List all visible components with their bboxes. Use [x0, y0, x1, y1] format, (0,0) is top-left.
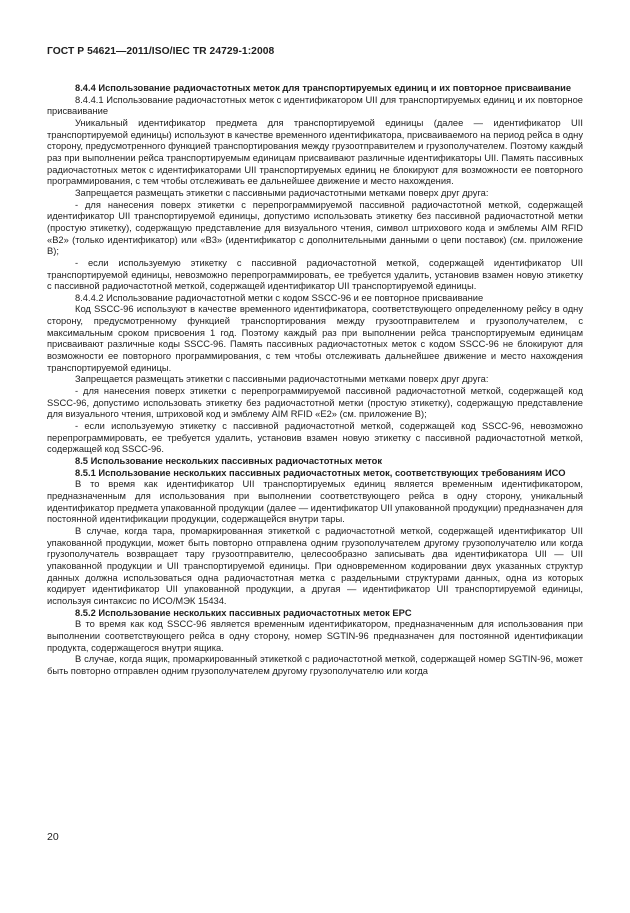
subsection-8-4-4-1-title: 8.4.4.1 Использование радиочастотных меток с идентификатором UII для транспортируемых единиц и их повторное присваивание	[47, 94, 583, 117]
paragraph: Запрещается размещать этикетки с пассивными радиочастотными метками поверх друг друга:	[75, 374, 489, 385]
document-header: ГОСТ Р 54621—2011/ISO/IEC TR 24729-1:2008	[47, 46, 275, 57]
section-heading-8-5: 8.5 Использование нескольких пассивных радиочастотных меток	[75, 456, 382, 466]
list-item: - если используемую этикетку с пассивной радиочастотной меткой, содержащей код SSCC-96, невозможно перепрограммировать, ее требуется удалить, установив взамен новую этикетку с пассивной радиочастотной меткой, содержащей код SSCC-96.	[47, 421, 583, 455]
section-heading-8-5-1: 8.5.1 Использование нескольких пассивных радиочастотных меток, соответствующих требованиям ИСО	[75, 467, 566, 478]
paragraph: Уникальный идентификатор предмета для транспортируемой единицы (далее — идентификатор UII транспортируемой единицы) используют в качестве временного идентификатора, присваиваемого на период рейса в одну сторону, предусмотренного функцией транспортирования между грузоотправителем и грузополучателем. Поэтому каждый раз при выполнении рейса транспортируемым единицам присваивают различные идентификаторы UII. Память пассивных радиочастотных меток с идентификаторами UII транспортируемых единиц не блокируют для возможности ее повторного программирования, с тем чтобы отслеживать ее дальнейшее движение и место нахождения.	[47, 117, 583, 187]
section-heading-8-4-4: 8.4.4 Использование радиочастотных меток для транспортируемых единиц и их повторное присваивание	[75, 83, 572, 93]
paragraph: Код SSCC-96 используют в качестве временного идентификатора, соответствующего определенному рейсу в одну сторону, предусмотренному функцией транспортирования между грузоотправителем и грузополучателем, с максимальным сроком присвоения 1 год. Поэтому каждый раз при выполнении рейса транспортируемым единицам присваивают различные коды SSCC-96. Память пассивных радиочастотных меток с кодом SSCC-96 не блокируют для возможности ее повторного программирования, с тем чтобы отслеживать дальнейшее движение и место нахождения транспортируемой единицы.	[47, 304, 583, 373]
paragraph: В случае, когда тара, промаркированная этикеткой с радиочастотной меткой, содержащей идентификатор UII упакованной продукции, может быть повторно отправлена одним грузополучателем другому грузополучателю или когда грузополучатель возвращает тару грузоотправителю, целесообразно записывать два идентификатора UII — UII упакованной продукции и UII транспортируемой единицы. При одновременном кодировании двух указанных структур данных должна использоваться одна радиочастотная метка с раздельными структурами данных, одна из которых кодирует идентификатор UII упакованной продукции, а другая — идентификатор UII транспортируемой единицы, используя синтаксис по ИСО/МЭК 15434.	[47, 525, 583, 606]
paragraph: В то время как идентификатор UII транспортируемых единиц является временным идентификатором, предназначенным для использования при выполнении соответствующего рейса в одну сторону, уникальный идентификатор предмета упакованной продукции (далее — идентификатор UII упакованной продукции) предназначен для постоянной идентификации продукции, содержащейся внутри тары.	[47, 479, 583, 525]
page-number: 20	[47, 831, 59, 843]
list-item: - для нанесения поверх этикетки с перепрограммируемой пассивной радиочастотной меткой, содержащей идентификатор UII транспортируемой единицы, допустимо использовать этикетку без пассивной радиочастотной метки (простую этикетку), содержащую представление для визуального чтения, символ штрихового кода и эмблемы AIM RFID «B2» (только идентификатор) или «B3» (идентификатор с дополнительными данными о цепи поставок) (см. приложение B);	[47, 199, 583, 257]
paragraph: В случае, когда ящик, промаркированный этикеткой с радиочастотной меткой, содержащей номер SGTIN-96, может быть повторно отправлен одним грузополучателем другому грузополучателю или когда	[47, 654, 583, 676]
subsection-8-4-4-2-title: 8.4.4.2 Использование радиочастотной метки с кодом SSCC-96 и ее повторное присваивание	[75, 292, 484, 303]
paragraph: Запрещается размещать этикетки с пассивными радиочастотными метками поверх друг друга:	[75, 187, 489, 198]
section-heading-8-5-2: 8.5.2 Использование нескольких пассивных радиочастотных меток EPC	[75, 607, 412, 618]
document-body	[47, 83, 583, 677]
paragraph: В то время как код SSCC-96 является временным идентификатором, предназначенным для использования при выполнении соответствующего рейса в одну сторону, номер SGTIN-96 предназначен для постоянной идентификации продукта, содержащегося внутри ящика.	[47, 619, 583, 653]
list-item: - для нанесения поверх этикетки с перепрограммируемой пассивной радиочастотной меткой, содержащей код SSCC-96, допустимо использовать этикетку без радиочастотной метки (простую этикетку), содержащую представление для визуального чтения, штриховой код и эмблему AIM RFID «E2» (см. приложение B);	[47, 386, 583, 420]
list-item: - если используемую этикетку с пассивной радиочастотной меткой, содержащей идентификатор UII транспортируемой единицы, невозможно перепрограммировать, ее требуется удалить, установив взамен новую этикетку с пассивной радиочастотной меткой, содержащей идентификатор UII транспортируемой единицы.	[47, 257, 583, 292]
